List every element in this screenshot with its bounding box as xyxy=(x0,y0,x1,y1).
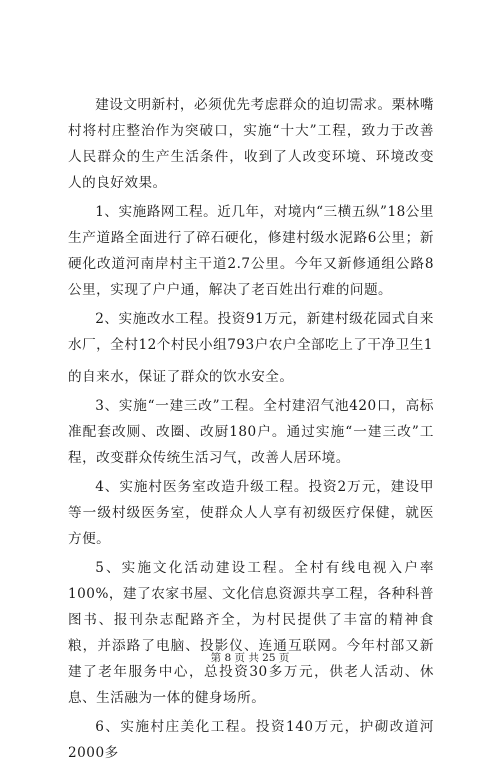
paragraph-clinic-upgrade: 4、实施村医务室改造升级工程。投资2万元，建设甲等一级村级医务室，使群众人人享有初级医疗保健，就医方便。 xyxy=(68,479,434,547)
paragraph-village-beautification: 6、实施村庄美化工程。投资140万元，护砌改道河2000多 xyxy=(68,719,434,761)
paragraph-road-network: 1、实施路网工程。近几年，对境内“三横五纵”18公里生产道路全面进行了碎石硬化，修建村级水泥路6公里；新硬化改道河南岸村主干道2.7公里。今年又新修通组公路8公里，实现了户户通，解决了老百姓出行难的问题。 xyxy=(68,204,434,298)
paragraph-water-project-continued: 的自来水，保证了群众的饮水安全。 xyxy=(68,369,294,385)
paragraph-one-build-three-reforms: 3、实施“一建三改”工程。全村建沼气池420口，高标准配套改厕、改圈、改厨180户。通过实施“一建三改”工程，改变群众传统生活习气，改善人居环境。 xyxy=(68,398,434,466)
paragraph-intro: 建设文明新村，必须优先考虑群众的迫切需求。栗林嘴村将村庄整治作为突破口，实施“十大”工程，致力于改善人民群众的生产生活条件，收到了人改变环境、环境改变人的良好效果。 xyxy=(68,97,434,191)
paragraph-cultural-activities: 5、实施文化活动建设工程。全村有线电视入户率100%，建了农家书屋、文化信息资源共享工程，各种科普图书、报刊杂志配路齐全，为村民提供了丰富的精神食粮，并添路了电脑、投影仪、连通互联网。今年村部又新建了老年服务中心，总投资30多万元，供老人活动、休息、生活融为一体的健身场所。 xyxy=(68,560,434,706)
paragraph-water-project: 2、实施改水工程。投资91万元，新建村级花园式自来水厂，全村12个村民小组793户农户全部吃上了干净卫生1 xyxy=(68,311,434,353)
page-number-footer: 第 8 页 共 25 页 xyxy=(210,652,290,664)
document-body xyxy=(68,92,434,769)
